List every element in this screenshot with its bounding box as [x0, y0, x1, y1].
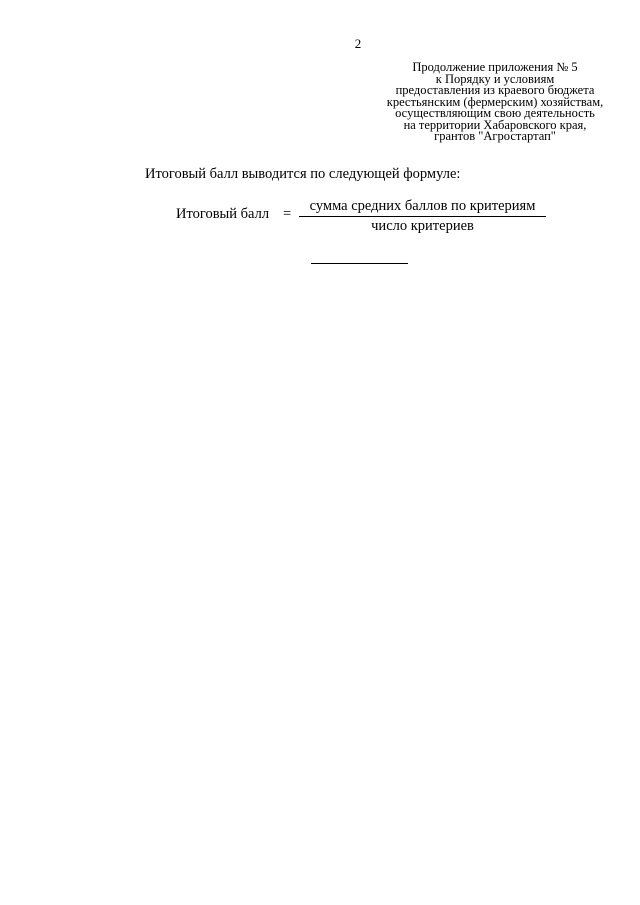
- formula-equals-sign: =: [283, 206, 292, 222]
- formula-intro-text: Итоговый балл выводится по следующей формуле:: [145, 166, 461, 182]
- end-of-document-rule: [311, 263, 408, 264]
- appendix-header-line: осуществляющим свою деятельность: [395, 106, 595, 120]
- fraction-bar: [299, 216, 546, 217]
- formula-numerator: сумма средних баллов по критериям: [309, 198, 536, 214]
- appendix-header-line: к Порядку и условиям: [435, 71, 555, 86]
- appendix-header-line: на территории Хабаровского края,: [403, 117, 587, 132]
- appendix-header-line: крестьянским (фермерским) хозяйствам,: [386, 94, 604, 109]
- appendix-header-line: предоставления из краевого бюджета: [395, 83, 595, 97]
- appendix-header-line: грантов "Агростартап": [434, 129, 556, 143]
- page-number: 2: [354, 36, 362, 51]
- formula-fraction: [299, 198, 546, 235]
- formula-denominator: число критериев: [371, 218, 474, 234]
- appendix-header-line: Продолжение приложения № 5: [412, 60, 578, 74]
- appendix-header: [380, 62, 610, 143]
- formula-label: Итоговый балл: [176, 206, 270, 222]
